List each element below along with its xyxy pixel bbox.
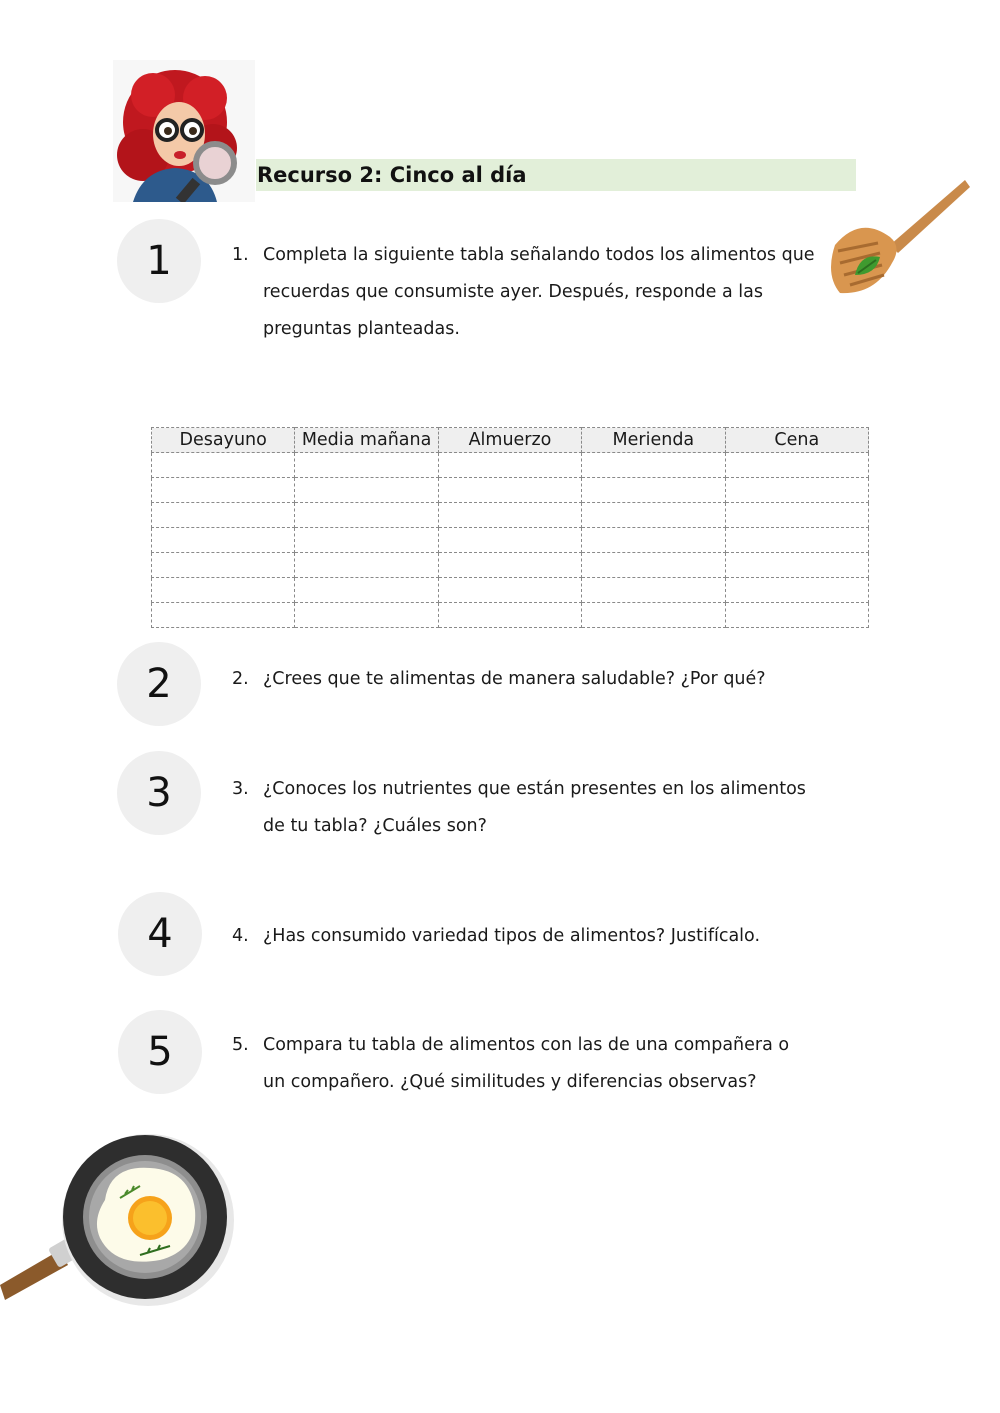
table-cell[interactable] <box>152 478 295 503</box>
table-cell[interactable] <box>152 453 295 478</box>
wooden-fork-icon <box>820 175 970 305</box>
table-cell[interactable] <box>582 553 725 578</box>
frying-pan-egg-icon <box>0 1120 240 1320</box>
number-circle-1: 1 <box>117 219 201 303</box>
frying-pan-image <box>0 1120 240 1320</box>
table-cell[interactable] <box>438 528 581 553</box>
question-text: Completa la siguiente tabla señalando todos los alimentos que recuerdas que consumiste ayer. Después, responde a las preguntas planteadas. <box>263 245 815 339</box>
column-header-desayuno: Desayuno <box>152 428 295 453</box>
avatar-magnifier-icon <box>113 60 255 202</box>
question-text: ¿Crees que te alimentas de manera saludable? ¿Por qué? <box>263 669 766 689</box>
fork-image <box>820 175 970 305</box>
question-3 <box>232 771 832 845</box>
column-header-merienda: Merienda <box>582 428 725 453</box>
question-number: 1. <box>232 245 249 265</box>
table-cell[interactable] <box>295 503 438 528</box>
table-cell[interactable] <box>725 478 868 503</box>
question-text: ¿Has consumido variedad tipos de alimentos? Justifícalo. <box>263 926 761 946</box>
table-cell[interactable] <box>438 503 581 528</box>
table-cell[interactable] <box>438 553 581 578</box>
page-title: Recurso 2: Cinco al día <box>256 159 856 191</box>
table-cell[interactable] <box>295 553 438 578</box>
table-header-row <box>152 428 869 453</box>
table-cell[interactable] <box>725 453 868 478</box>
table-cell[interactable] <box>152 503 295 528</box>
table-cell[interactable] <box>725 578 868 603</box>
question-number: 3. <box>232 779 249 799</box>
question-number: 5. <box>232 1035 249 1055</box>
table-cell[interactable] <box>582 453 725 478</box>
column-header-cena: Cena <box>725 428 868 453</box>
table-cell[interactable] <box>438 478 581 503</box>
question-1 <box>232 237 832 348</box>
table-row <box>152 528 869 553</box>
table-cell[interactable] <box>582 528 725 553</box>
table-cell[interactable] <box>295 478 438 503</box>
column-header-almuerzo: Almuerzo <box>438 428 581 453</box>
table-cell[interactable] <box>295 528 438 553</box>
table-cell[interactable] <box>295 603 438 628</box>
question-2 <box>232 661 832 698</box>
table-row <box>152 453 869 478</box>
table-cell[interactable] <box>295 578 438 603</box>
table-cell[interactable] <box>152 528 295 553</box>
table-cell[interactable] <box>725 528 868 553</box>
table-row <box>152 503 869 528</box>
meal-table <box>151 427 869 628</box>
table-row <box>152 478 869 503</box>
table-cell[interactable] <box>725 553 868 578</box>
question-text: Compara tu tabla de alimentos con las de una compañera o un compañero. ¿Qué similitudes y diferencias observas? <box>263 1035 790 1092</box>
number-circle-3: 3 <box>117 751 201 835</box>
table-cell[interactable] <box>152 578 295 603</box>
number-circle-2: 2 <box>117 642 201 726</box>
number-circle-4: 4 <box>118 892 202 976</box>
avatar-image <box>113 60 255 202</box>
table-cell[interactable] <box>295 453 438 478</box>
question-4 <box>232 918 832 955</box>
question-5 <box>232 1027 812 1101</box>
table-cell[interactable] <box>438 603 581 628</box>
table-cell[interactable] <box>725 603 868 628</box>
column-header-media-manana: Media mañana <box>295 428 438 453</box>
question-number: 4. <box>232 926 249 946</box>
question-text: ¿Conoces los nutrientes que están presentes en los alimentos de tu tabla? ¿Cuáles son? <box>263 779 806 836</box>
table-cell[interactable] <box>438 578 581 603</box>
table-cell[interactable] <box>582 478 725 503</box>
table-row <box>152 553 869 578</box>
table-cell[interactable] <box>152 553 295 578</box>
table-cell[interactable] <box>582 503 725 528</box>
table-cell[interactable] <box>725 503 868 528</box>
number-circle-5: 5 <box>118 1010 202 1094</box>
table-cell[interactable] <box>438 453 581 478</box>
table-row <box>152 603 869 628</box>
question-number: 2. <box>232 669 249 689</box>
table-row <box>152 578 869 603</box>
table-cell[interactable] <box>582 603 725 628</box>
table-cell[interactable] <box>582 578 725 603</box>
table-cell[interactable] <box>152 603 295 628</box>
